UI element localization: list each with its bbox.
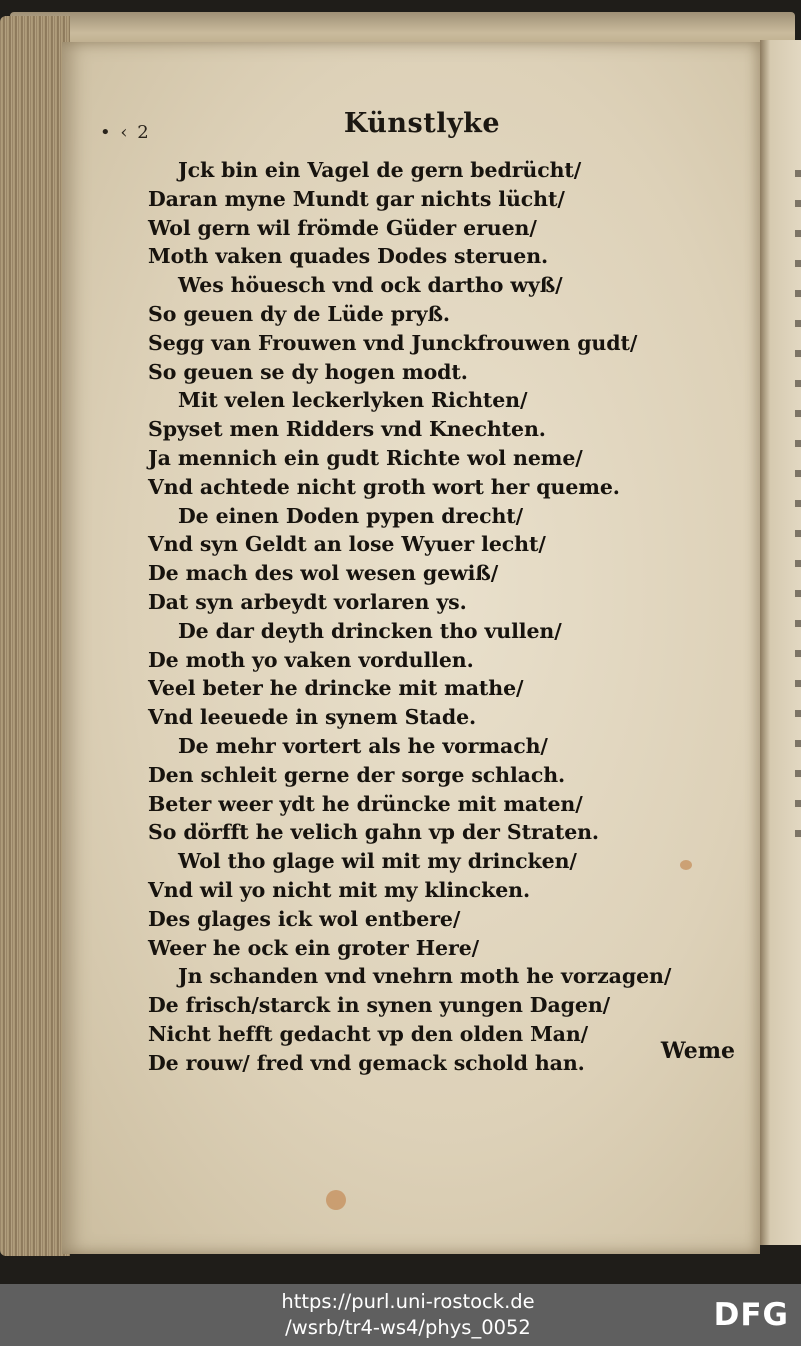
paper-stain — [326, 1190, 346, 1210]
verse-line: Spyset men Ridders vnd Knechten. — [148, 417, 546, 442]
verse-line: Ja mennich ein gudt Richte wol neme/ — [148, 445, 583, 470]
verse-line: Beter weer ydt he drüncke mit maten/ — [148, 791, 583, 816]
verse-line: Moth vaken quades Dodes steruen. — [148, 244, 549, 269]
paper-stain — [680, 860, 692, 870]
verse-line: Vnd achtede nicht groth wort her queme. — [148, 474, 620, 499]
book-page-stack-edge — [0, 16, 70, 1256]
verse-line: So geuen dy de Lüde pryß. — [148, 301, 450, 326]
verse-line: Wol tho glage wil mit my drincken/ — [178, 849, 577, 874]
verse-line: Vnd wil yo nicht mit my klincken. — [148, 877, 531, 902]
verse-line: So dörfft he velich gahn vp der Straten. — [148, 820, 599, 845]
verse-line: Daran myne Mundt gar nichts lücht/ — [148, 186, 565, 211]
dfg-logo: DFG — [713, 1297, 789, 1333]
catchword: Weme — [660, 1038, 735, 1064]
verse-line: Den schleit gerne der sorge schlach. — [148, 762, 566, 787]
viewer-footer-bar — [0, 1284, 801, 1346]
verse-line: Des glages ick wol entbere/ — [148, 906, 461, 931]
verse-line: Weer he ock ein groter Here/ — [148, 935, 480, 960]
running-header-title: Künstlyke — [343, 108, 501, 139]
verse-line: De moth yo vaken vordullen. — [148, 647, 474, 672]
verse-line: Vnd leeuede in synem Stade. — [148, 705, 477, 730]
verse-line: Vnd syn Geldt an lose Wyuer lecht/ — [148, 532, 546, 557]
verse-line: Jn schanden vnd vnehrn moth he vorzagen/ — [178, 964, 672, 989]
verse-line: Mit velen leckerlyken Richten/ — [178, 388, 528, 413]
verse-line: De dar deyth drincken tho vullen/ — [178, 618, 562, 643]
verse-line: Wol gern wil frömde Güder eruen/ — [148, 215, 537, 240]
verse-line: De mehr vortert als he vormach/ — [178, 733, 548, 758]
facing-page-text-fragments — [795, 170, 801, 850]
permalink-line-2[interactable]: /wsrb/tr4-ws4/phys_0052 — [285, 1316, 531, 1339]
verse-line: De rouw/ fred vnd gemack schold han. — [148, 1050, 585, 1075]
verse-line: De einen Doden pypen drecht/ — [178, 503, 524, 528]
verse-line: Dat syn arbeydt vorlaren ys. — [148, 589, 467, 614]
page-corner-marks: • ‹ 2 — [100, 122, 151, 143]
verse-line: Veel beter he drincke mit mathe/ — [148, 676, 524, 701]
verse-line: De frisch/starck in synen yungen Dagen/ — [148, 993, 611, 1018]
verse-line: De mach des wol wesen gewiß/ — [148, 561, 499, 586]
verse-line: Segg van Frouwen vnd Junckfrouwen gudt/ — [148, 330, 638, 355]
verse-line: Nicht hefft gedacht vp den olden Man/ — [148, 1021, 589, 1046]
verse-line: So geuen se dy hogen modt. — [148, 359, 468, 384]
permalink-url[interactable] — [158, 1289, 658, 1341]
verse-line: Jck bin ein Vagel de gern bedrücht/ — [178, 158, 582, 182]
verse-text-block — [148, 156, 738, 1078]
permalink-line-1[interactable]: https://purl.uni-rostock.de — [281, 1290, 535, 1313]
verse-line: Wes höuesch vnd ock dartho wyß/ — [178, 273, 563, 298]
